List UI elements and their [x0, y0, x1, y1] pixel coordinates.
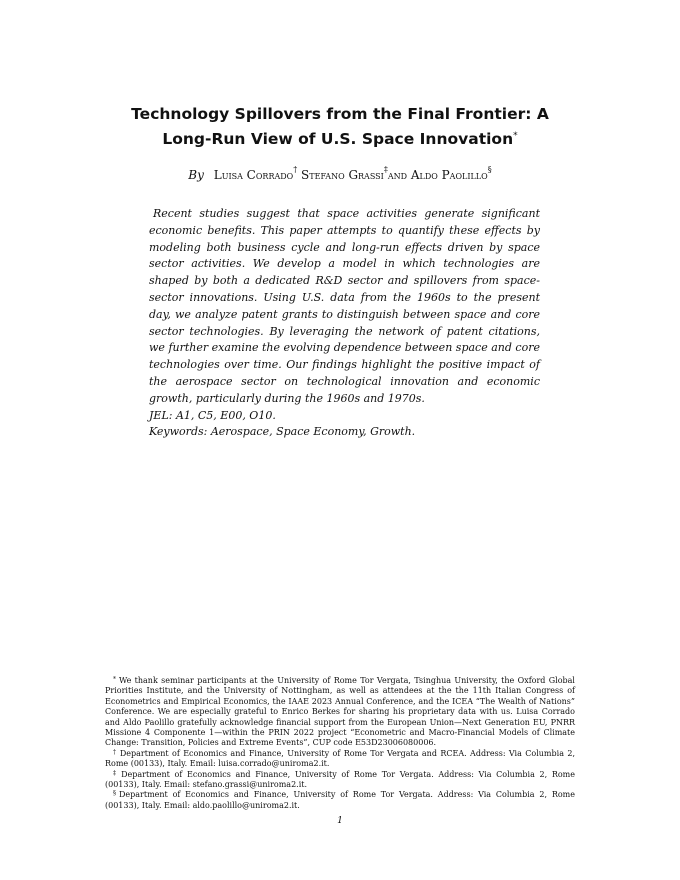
author-footnote-mark: † [293, 165, 298, 174]
footnote-text: Department of Economics and Finance, University of Rome Tor Vergata and RCEA. Address: Via Columbia 2, Rome (00133), Italy. Email: luisa.corrado@uniroma2.it. [105, 748, 575, 769]
author-footnote-mark: ‡ [383, 165, 388, 174]
title-footnote-mark: * [513, 131, 518, 141]
abstract [149, 206, 540, 441]
footnote [105, 790, 575, 811]
footnote-text: We thank seminar participants at the University of Rome Tor Vergata, Tsinghua University, the Oxford Global Priorities Institute, and the University of Nottingham, as well as attendees at the the 11th Italian Congress of Econometrics and Empirical Economics, the IAAE 2023 Annual Conference, and the ICEA “The Wealth of Nations” Conference. We are especially grateful to Enrico Berkes for sharing his proprietary data with us. Luisa Corrado and Aldo Paolillo gratefully acknowledge financial support from the European Union—Next Generation EU, PNRR Missione 4 Componente 1—within the PRIN 2022 project “Econometric and Macro-Financial Models of Climate Change: Transition, Policies and Extreme Events”, CUP code E53D23006080006. [105, 676, 575, 748]
footnote [105, 770, 575, 791]
footnote-mark: § [113, 790, 116, 798]
footnote-mark: * [113, 676, 116, 683]
author-name: Aldo Paolillo [410, 168, 488, 182]
jel-codes: JEL: A1, C5, E00, O10. [149, 408, 276, 422]
footnote-text: Department of Economics and Finance, University of Rome Tor Vergata. Address: Via Columbia 2, Rome (00133), Italy. Email: aldo.paolillo@uniroma2.it. [105, 790, 575, 810]
author-separator: and [387, 168, 411, 182]
footnote-mark: ‡ [113, 769, 119, 777]
footnote-mark: † [113, 748, 117, 756]
author-name: Luisa Corrado [213, 168, 294, 182]
footnote [105, 749, 575, 770]
by-label: By [188, 168, 204, 182]
title-text: Technology Spillovers from the Final Frontier: A Long-Run View of U.S. Space Innovation [131, 105, 549, 148]
footnotes [105, 676, 575, 811]
author-line [110, 165, 570, 182]
keywords: Keywords: Aerospace, Space Economy, Growth. [149, 425, 416, 439]
page-number: 1 [337, 816, 343, 826]
author-footnote-mark: § [487, 165, 492, 174]
author-name: Stefano Grassi [301, 168, 384, 182]
paper-title [110, 102, 570, 152]
abstract-text: Recent studies suggest that space activities generate significant economic benefits. This paper attempts to quantify these effects by modeling both business cycle and long-run effects driven by space sector activities. We develop a model in which technologies are shaped by both a dedicated R&D sector and spillovers from space-sector innovations. Using U.S. data from the 1960s to the present day, we analyze patent grants to distinguish between space and core sector technologies. By leveraging the network of patent citations, we further examine the evolving dependence between space and core technologies over time. Our findings highlight the positive impact of the aerospace sector on technological innovation and economic growth, particularly during the 1960s and 1970s. [149, 207, 540, 405]
footnote-text: Department of Economics and Finance, University of Rome Tor Vergata. Address: Via Columbia 2, Rome (00133), Italy. Email: stefano.grassi@uniroma2.it. [105, 769, 575, 790]
footnote [105, 676, 575, 749]
